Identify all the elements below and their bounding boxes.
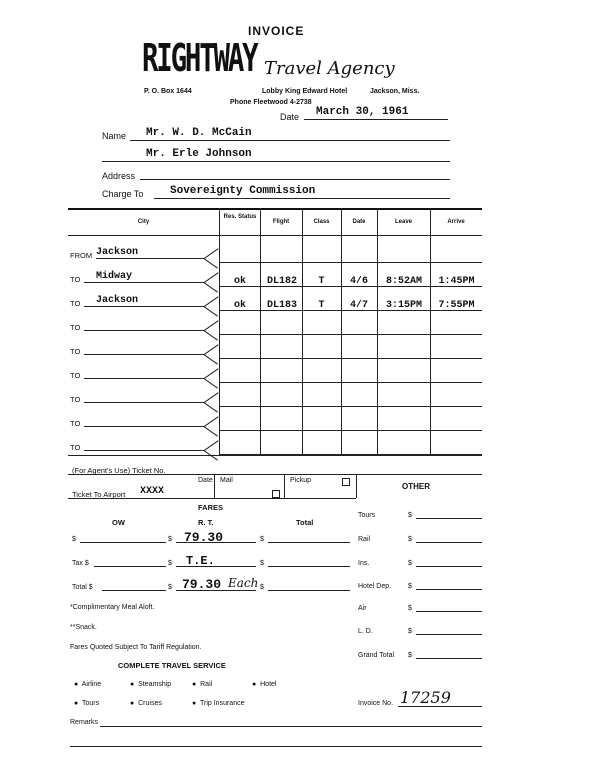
row-city: Midway (96, 271, 133, 282)
phone: Phone Fleetwood 4-2738 (230, 99, 312, 106)
service-item: ● Steamship (130, 681, 172, 688)
mail-checkbox[interactable] (272, 490, 280, 498)
date-value: March 30, 1961 (316, 106, 409, 118)
row-prefix: TO (70, 275, 81, 284)
service-item: ● Tours (74, 700, 100, 707)
charge-to-value: Sovereignty Commission (170, 185, 316, 197)
note-tariff: Fares Quoted Subject To Tariff Regulation. (70, 644, 202, 651)
total-note: Each (228, 576, 259, 590)
rt-fare-value: 79.30 (184, 530, 224, 545)
tax-value: T.E. (186, 554, 215, 568)
col-res-status: Res. Status (223, 214, 257, 220)
city: Jackson, Miss. (370, 88, 420, 95)
col-flight: Flight (272, 219, 290, 225)
dollar-ow-1: $ (72, 536, 76, 543)
brand-logo: RIGHTWAY (142, 36, 257, 80)
row-prefix: TO (70, 323, 81, 332)
service-item: ● Airline (74, 681, 102, 688)
other-title: OTHER (402, 482, 430, 491)
dollar-total-1: $ (260, 536, 264, 543)
po-box: P. O. Box 1644 (144, 88, 192, 95)
pickup-checkbox[interactable] (342, 478, 350, 486)
ticket-to-label: Ticket To Airport (72, 490, 126, 499)
row-prefix: TO (70, 443, 81, 452)
other-label: Rail (358, 536, 371, 543)
fares-title: FARES (198, 503, 224, 512)
row-flight: DL183 (266, 300, 297, 311)
bullet-icon: ● (192, 681, 197, 688)
dollar-rt-1: $ (168, 536, 172, 543)
row-flight: DL182 (266, 276, 297, 287)
dollar-sign: $ (408, 512, 412, 519)
pickup-label: Pickup (290, 477, 312, 484)
charge-to-label: Charge To (102, 189, 144, 199)
col-leave: Leave (394, 219, 412, 225)
row-status: ok (233, 276, 246, 287)
bullet-icon: ● (74, 681, 79, 688)
dollar-sign: $ (408, 605, 412, 612)
bullet-icon: ● (130, 681, 135, 688)
bullet-icon: ● (74, 700, 79, 707)
complete-travel-service: COMPLETE TRAVEL SERVICE (118, 661, 226, 670)
row-prefix: TO (70, 347, 81, 356)
row-leave: 3:15PM (385, 300, 422, 311)
row-date: 4/7 (349, 300, 368, 311)
row-prefix: FROM (70, 251, 93, 260)
service-item: ● Cruises (130, 700, 162, 707)
dollar-sign: $ (408, 628, 412, 635)
name-1: Mr. W. D. McCain (146, 127, 252, 139)
note-snack: **Snack. (70, 624, 97, 631)
hotel-address: Lobby King Edward Hotel (262, 88, 348, 95)
dollar-sign: $ (408, 583, 412, 590)
other-label: Hotel Dep. (358, 583, 392, 590)
dollar-rt-3: $ (168, 584, 172, 591)
col-arrive: Arrive (447, 219, 465, 225)
row-class: T (318, 300, 325, 311)
ticket-date-label: Date (198, 477, 213, 484)
col-date: Date (352, 219, 366, 225)
tax-label: Tax $ (72, 560, 89, 567)
fares-ow: OW (112, 518, 125, 527)
remarks-label: Remarks (70, 719, 99, 726)
bullet-icon: ● (192, 700, 197, 707)
ticket-to-value: XXXX (140, 486, 165, 497)
row-class: T (318, 276, 325, 287)
row-city: Jackson (96, 247, 139, 258)
other-label: Grand Total (358, 652, 395, 659)
col-class: Class (313, 219, 330, 225)
row-date: 4/6 (349, 276, 368, 287)
bullet-icon: ● (252, 681, 257, 688)
invoice-label: Invoice No. (358, 700, 394, 707)
brand-script: Travel Agency (264, 58, 395, 79)
document-title: INVOICE (248, 24, 305, 38)
dollar-sign: $ (408, 536, 412, 543)
fares-total: Total (296, 518, 314, 527)
address-label: Address (102, 171, 136, 181)
note-meal: *Complimentary Meal Aloft. (70, 604, 155, 611)
bullet-icon: ● (130, 700, 135, 707)
service-item: ● Rail (192, 681, 213, 688)
row-leave: 8:52AM (385, 276, 422, 287)
service-item: ● Hotel (252, 681, 277, 688)
row-prefix: TO (70, 395, 81, 404)
col-city: City (137, 219, 150, 225)
invoice-number: 17259 (400, 688, 451, 707)
total-label: Total $ (72, 584, 93, 591)
dollar-total-3: $ (260, 584, 264, 591)
fares-rt: R. T. (198, 518, 214, 527)
other-label: Tours (358, 512, 376, 519)
dollar-sign: $ (408, 652, 412, 659)
row-prefix: TO (70, 299, 81, 308)
agent-ticket-label: (For Agent's Use) Ticket No. (72, 466, 166, 475)
row-prefix: TO (70, 371, 81, 380)
dollar-rt-2: $ (168, 560, 172, 567)
name-label: Name (102, 131, 127, 141)
name-2: Mr. Erle Johnson (146, 148, 252, 160)
dollar-sign: $ (408, 560, 412, 567)
other-label: L. D. (358, 628, 373, 635)
date-label: Date (280, 112, 300, 122)
service-item: ● Trip Insurance (192, 700, 245, 707)
other-label: Air (358, 605, 367, 612)
row-arrive: 1:45PM (438, 276, 475, 287)
mail-label: Mail (220, 477, 233, 484)
total-value: 79.30 (182, 577, 222, 592)
row-status: ok (233, 300, 246, 311)
other-label: Ins. (358, 560, 370, 567)
row-city: Jackson (96, 295, 139, 306)
row-prefix: TO (70, 419, 81, 428)
dollar-total-2: $ (260, 560, 264, 567)
row-arrive: 7:55PM (438, 300, 475, 311)
